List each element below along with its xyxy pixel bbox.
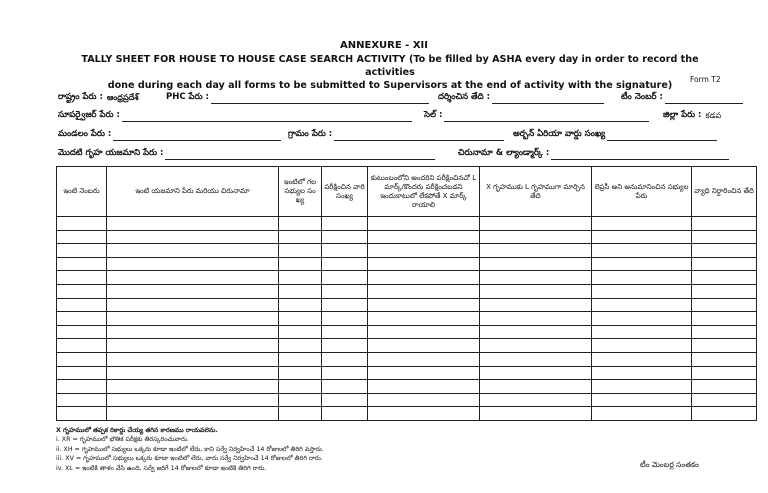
table-cell[interactable]: [57, 352, 107, 366]
table-cell[interactable]: [57, 380, 107, 394]
col-owner-name-address: ఇంటి యజమాని పేరు మరియు చిరునామా: [107, 167, 279, 217]
table-cell[interactable]: [322, 284, 368, 298]
mandal-field: [58, 129, 281, 141]
table-cell[interactable]: [592, 339, 692, 353]
table-cell[interactable]: [480, 257, 592, 271]
table-cell[interactable]: [692, 325, 757, 339]
table-row: [57, 339, 757, 353]
table-cell[interactable]: [279, 257, 322, 271]
table-row: [57, 393, 757, 407]
form-title-line-2: done during each day all forms to be submitted to Supervisors at the end of activity with the signature): [107, 80, 673, 91]
table-cell[interactable]: [107, 339, 279, 353]
table-cell[interactable]: [107, 244, 279, 258]
col-suspected-names: లెప్రసీ అని అనుమానించిన సభ్యుల పేరు: [592, 167, 692, 217]
form-number: Form T2: [690, 75, 721, 84]
table-cell[interactable]: [107, 257, 279, 271]
table-cell[interactable]: [480, 312, 592, 326]
table-cell[interactable]: [480, 284, 592, 298]
table-cell[interactable]: [692, 271, 757, 285]
col-l-x-mark: కుటుంబంలోని అందరిని పరీక్షించినచో L మార్క్/కొందరు పరీక్షించబడని ఇందుకాటులో లేకపోతే X మార్క్ రాయాలి: [368, 167, 480, 217]
table-cell[interactable]: [592, 284, 692, 298]
table-cell[interactable]: [322, 244, 368, 258]
table-cell[interactable]: [322, 257, 368, 271]
table-cell[interactable]: [592, 271, 692, 285]
supervisor-field: [58, 110, 412, 122]
table-cell[interactable]: [480, 352, 592, 366]
table-cell[interactable]: [57, 230, 107, 244]
table-cell[interactable]: [279, 366, 322, 380]
table-cell[interactable]: [592, 312, 692, 326]
table-cell[interactable]: [592, 217, 692, 231]
village-input-line[interactable]: [334, 131, 504, 141]
table-cell[interactable]: [279, 393, 322, 407]
date-label: దర్శించిన తేది :: [438, 92, 491, 102]
table-cell[interactable]: [480, 339, 592, 353]
table-cell[interactable]: [322, 312, 368, 326]
table-cell[interactable]: [592, 393, 692, 407]
note-line: iv. XL = ఇంటికి తాళం వేసి ఉంది, సర్వే జరిగే 14 రోజులలో కూడా ఇంటికి తిరిగి రారు.: [56, 464, 267, 472]
table-cell[interactable]: [279, 352, 322, 366]
table-cell[interactable]: [480, 325, 592, 339]
table-cell[interactable]: [57, 339, 107, 353]
table-cell[interactable]: [592, 325, 692, 339]
table-cell[interactable]: [279, 407, 322, 421]
form-title-line-1: TALLY SHEET FOR HOUSE TO HOUSE CASE SEARCH ACTIVITY (To be filled by ASHA every day in order to record the activities: [81, 54, 699, 78]
district-label: జిల్లా పేరు :: [663, 110, 702, 120]
cell-input-line[interactable]: [444, 112, 649, 122]
table-cell[interactable]: [279, 271, 322, 285]
table-row: [57, 257, 757, 271]
table-cell[interactable]: [692, 217, 757, 231]
table-cell[interactable]: [57, 284, 107, 298]
table-cell[interactable]: [592, 244, 692, 258]
table-cell[interactable]: [592, 257, 692, 271]
fields-row-4: [58, 148, 758, 162]
table-cell[interactable]: [107, 298, 279, 312]
table-cell[interactable]: [322, 271, 368, 285]
table-cell[interactable]: [480, 230, 592, 244]
table-cell[interactable]: [57, 325, 107, 339]
table-cell[interactable]: [480, 244, 592, 258]
table-cell[interactable]: [692, 298, 757, 312]
table-cell[interactable]: [692, 380, 757, 394]
fields-row-3: [58, 129, 758, 143]
cell-label: సెల్ :: [424, 110, 443, 120]
note-line: X గృహములో తప్పక రికార్డు చేయ్య తగిన కారణము రాయవలెను.: [56, 427, 218, 434]
date-input-line[interactable]: [492, 94, 604, 104]
note-line: ii. XH = గృహములో సభ్యులు ఒక్కరు కూడా ఇంటిలో లేరు, కాని సర్వే నిర్వహించే 14 రోజులలో తిరిగి వస్తారు.: [56, 445, 324, 453]
form-title: [60, 53, 720, 92]
col-x-to-l-date: X గృహముకు L గృహముగా మార్చిన తేది: [480, 167, 592, 217]
table-cell[interactable]: [592, 407, 692, 421]
village-label: గ్రామం పేరు :: [288, 129, 333, 139]
table-cell[interactable]: [107, 312, 279, 326]
table-cell[interactable]: [322, 380, 368, 394]
table-row: [57, 271, 757, 285]
table-cell[interactable]: [57, 298, 107, 312]
table-cell[interactable]: [368, 380, 480, 394]
table-cell[interactable]: [279, 230, 322, 244]
table-cell[interactable]: [107, 230, 279, 244]
table-cell[interactable]: [480, 217, 592, 231]
table-cell[interactable]: [107, 325, 279, 339]
table-cell[interactable]: [480, 298, 592, 312]
fields-row-1: [58, 92, 758, 106]
header-row: [57, 167, 757, 217]
phc-field: [166, 92, 429, 104]
table-cell[interactable]: [592, 366, 692, 380]
table-cell[interactable]: [692, 257, 757, 271]
table-cell[interactable]: [322, 366, 368, 380]
address-field: [458, 148, 729, 160]
tally-table-body: [57, 217, 757, 421]
table-cell[interactable]: [107, 366, 279, 380]
table-cell[interactable]: [480, 393, 592, 407]
table-cell[interactable]: [692, 393, 757, 407]
table-cell[interactable]: [322, 230, 368, 244]
table-cell[interactable]: [592, 352, 692, 366]
table-cell[interactable]: [322, 217, 368, 231]
table-cell[interactable]: [368, 312, 480, 326]
table-cell[interactable]: [57, 217, 107, 231]
table-cell[interactable]: [692, 312, 757, 326]
table-cell[interactable]: [692, 339, 757, 353]
table-cell[interactable]: [57, 366, 107, 380]
table-cell[interactable]: [107, 352, 279, 366]
table-cell[interactable]: [279, 217, 322, 231]
table-cell[interactable]: [279, 284, 322, 298]
table-cell[interactable]: [368, 257, 480, 271]
table-cell[interactable]: [57, 312, 107, 326]
table-cell[interactable]: [480, 380, 592, 394]
mandal-label: మండలం పేరు :: [58, 129, 112, 139]
table-cell[interactable]: [368, 352, 480, 366]
table-row: [57, 244, 757, 258]
tally-table-header: [57, 167, 757, 217]
supervisor-input-line[interactable]: [122, 112, 412, 122]
table-cell[interactable]: [107, 284, 279, 298]
table-cell[interactable]: [368, 271, 480, 285]
table-cell[interactable]: [368, 407, 480, 421]
table-row: [57, 298, 757, 312]
table-cell[interactable]: [692, 366, 757, 380]
table-cell[interactable]: [368, 298, 480, 312]
table-cell[interactable]: [279, 325, 322, 339]
table-cell[interactable]: [279, 339, 322, 353]
table-cell[interactable]: [692, 284, 757, 298]
table-cell[interactable]: [107, 393, 279, 407]
table-cell[interactable]: [480, 366, 592, 380]
table-cell[interactable]: [107, 407, 279, 421]
table-cell[interactable]: [57, 244, 107, 258]
table-cell[interactable]: [480, 407, 592, 421]
table-cell[interactable]: [592, 380, 692, 394]
table-cell[interactable]: [279, 312, 322, 326]
mandal-input-line[interactable]: [113, 131, 281, 141]
table-cell[interactable]: [57, 407, 107, 421]
table-cell[interactable]: [368, 325, 480, 339]
table-row: [57, 407, 757, 421]
table-cell[interactable]: [57, 257, 107, 271]
fields-row-2: [58, 110, 758, 124]
annexure-heading: ANNEXURE - XII: [340, 40, 428, 51]
table-cell[interactable]: [107, 380, 279, 394]
first-house-field: [58, 148, 435, 160]
ward-label: అర్బన్ ఏరియా వార్డు సంఖ్య: [513, 129, 606, 139]
table-row: [57, 217, 757, 231]
table-cell[interactable]: [368, 230, 480, 244]
table-row: [57, 284, 757, 298]
table-cell[interactable]: [368, 366, 480, 380]
ward-field: [513, 129, 717, 141]
note-line: i. XR = గృహములో భౌతిక పరీక్షకు తిరస్కరించువారు.: [56, 436, 189, 444]
table-cell[interactable]: [57, 271, 107, 285]
notes-block: [56, 426, 324, 473]
team-input-line[interactable]: [665, 94, 743, 104]
table-row: [57, 312, 757, 326]
state-label: రాష్ట్రం పేరు :: [58, 92, 103, 102]
table-cell[interactable]: [322, 352, 368, 366]
note-line: iii. XV = గృహములో సభ్యులు ఒక్కరు కూడా ఇంటిలో లేరు, వారు సర్వే నిర్వహించే 14 రోజులలో తిరిగి రారు.: [56, 455, 323, 463]
date-field: [438, 92, 604, 104]
ward-input-line[interactable]: [607, 131, 717, 141]
phc-input-line[interactable]: [211, 94, 429, 104]
village-field: [288, 129, 504, 141]
table-cell[interactable]: [57, 393, 107, 407]
table-cell[interactable]: [368, 339, 480, 353]
address-label: చిరునామా & ల్యాండ్మార్క్ :: [458, 148, 550, 158]
state-field: [58, 92, 139, 104]
table-cell[interactable]: [322, 325, 368, 339]
col-diagnosis-date: వ్యాధి నిర్ధారించిన తేది: [692, 167, 757, 217]
table-row: [57, 352, 757, 366]
table-cell[interactable]: [368, 217, 480, 231]
table-cell[interactable]: [692, 407, 757, 421]
table-cell[interactable]: [368, 393, 480, 407]
state-value: ఆంధ్రప్రదేశ్: [106, 93, 139, 102]
tally-table: [56, 166, 757, 421]
team-signature-label: టీం మెంబర్ల సంతకం: [640, 460, 699, 469]
table-cell[interactable]: [692, 244, 757, 258]
table-cell[interactable]: [322, 393, 368, 407]
table-cell[interactable]: [368, 284, 480, 298]
table-cell[interactable]: [279, 298, 322, 312]
table-cell[interactable]: [279, 244, 322, 258]
first-house-input-line[interactable]: [165, 150, 435, 160]
table-cell[interactable]: [107, 271, 279, 285]
table-cell[interactable]: [592, 298, 692, 312]
phc-label: PHC పేరు :: [166, 92, 209, 102]
district-field: [663, 110, 721, 122]
table-cell[interactable]: [279, 380, 322, 394]
table-row: [57, 230, 757, 244]
team-label: టీం నెంబర్ :: [621, 92, 663, 102]
table-row: [57, 325, 757, 339]
table-cell[interactable]: [480, 271, 592, 285]
table-cell[interactable]: [322, 407, 368, 421]
table-row: [57, 380, 757, 394]
district-value: కడప: [705, 111, 722, 120]
table-cell[interactable]: [107, 217, 279, 231]
cell-field: [424, 110, 649, 122]
address-input-line[interactable]: [551, 150, 729, 160]
table-cell[interactable]: [592, 230, 692, 244]
first-house-label: మొదటి గృహ యజమాని పేరు :: [58, 148, 164, 158]
col-member-count: ఇంటిలో గల సభ్యుల సం ఖ్య: [279, 167, 322, 217]
table-row: [57, 366, 757, 380]
team-field: [621, 92, 743, 104]
table-cell[interactable]: [692, 352, 757, 366]
supervisor-label: సూపర్వైజర్ పేరు :: [58, 110, 120, 120]
col-house-number: ఇంటి నెంబరు: [57, 167, 107, 217]
table-cell[interactable]: [692, 230, 757, 244]
table-cell[interactable]: [322, 298, 368, 312]
col-examined-count: పరీక్షించిన వారి సంఖ్య: [322, 167, 368, 217]
table-cell[interactable]: [368, 244, 480, 258]
table-cell[interactable]: [322, 339, 368, 353]
